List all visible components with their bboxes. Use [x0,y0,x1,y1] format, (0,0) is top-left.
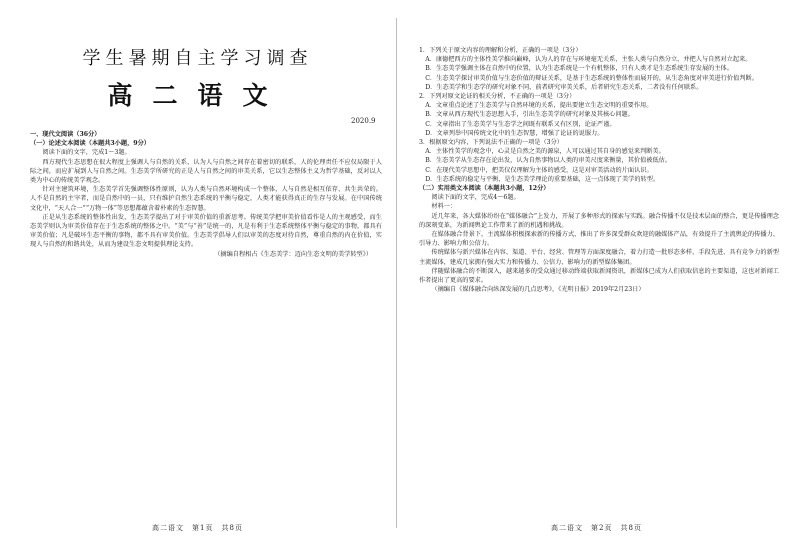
page-divider [396,18,397,528]
option: D．生态系统的稳定与平衡，是生态美学理论的重要基础，这一点体现了美学的转型。 [425,175,660,183]
exam-title: 学生暑期自主学习调查 [82,48,313,69]
paragraph: 西方现代生态思想在很大程度上强调人与自然的关系，认为人与自然之间存在着密切的联系，人的伦理责任不应仅局限于人际之间，而应扩展到人与自然之间。生态美学所研究的正是人与自然之间的审美关系，它以生态整体主义为哲学基础，反对以人类为中心的传统美学观念。 [30,158,382,185]
option: D．生态美学和生态学的研究对象不同，前者研究审美关系，后者研究生态关系，二者没有任何联系。 [425,83,703,91]
subsection-heading: （一）论述文本阅读（本题共3小题，9分） [30,140,150,148]
paragraph: 正是从生态系统的整体性出发，生态美学提出了对于审美价值的重新思考。传统美学把审美价值看作是人的主观感受，而生态美学则认为审美价值存在于生态系统的整体之中。“美”与“善”是统一的，凡是有利于生态系统整体平衡与稳定的事物，都具有审美价值；凡是破坏生态平衡的事物，都不具有审美价值。生态美学倡导人们以审美的态度对待自然，尊重自然的内在价值，实现人与自然的和谐共处，从而为建设生态文明提供理论支持。 [30,213,382,249]
source-citation: （摘编自《媒体融合向纵深发展的几点思考》，《光明日报》2019年2月23日） [431,286,645,294]
option: B．生态美学强调主体在自然中的位置，认为生态系统是一个有机整体，只有人类才是生态系统生存发展的主体。 [425,65,733,73]
paragraph: 传统媒体与新兴媒体在内容、渠道、平台、经营、管理等方面深度融合，着力打造一批形态多样、手段先进、具有竞争力的新型主流媒体，建成几家拥有强大实力和传播力、公信力、影响力的新型媒体集团。 [419,249,779,266]
material-label: 材料一： [431,203,457,211]
question-1: 1．下列关于原文内容的理解和分析，正确的一项是（3分） [419,47,582,54]
option: D．文章列举中国传统文化中的生态智慧，增强了论证的说服力。 [425,129,604,137]
source-citation: （摘编自程相占《生态美学：迈向生态文明的美学转型》） [214,250,372,258]
option: A．康德把西方的主体性美学推向巅峰，认为人的存在与环境毫无关系，主张人类与自然分立，并把人与自然对立起来。 [425,56,752,64]
option: C．文章指出了生态美学与生态学之间既有联系又有区别，论证严谨。 [425,120,616,128]
subject-title: 高二语文 [107,81,288,110]
paragraph: 针对主建筑环境，生态美学首先强调整体性原则，认为人类与自然环境构成一个整体，人与自然是相互依存、共生共荣的。人不是自然的主宰者，而是自然中的一员，只有维护自然生态系统的平衡与稳定，人类才能获得真正的生存与发展。在中国传统文化中，“天人合一”“万物一体”等思想都蕴含着朴素的生态智慧。 [30,186,382,212]
page-footer: 高二语文 第1页 共8页 [152,524,243,532]
page-footer: 高二语文 第2页 共8页 [551,524,642,532]
instruction: 阅读下面的文字，完成1～3题。 [42,149,131,157]
paragraph: 伴随媒体融合的不断深入，越来越多的受众通过移动终端获取新闻资讯，新媒体已成为人们获取信息的主要渠道，这也对新闻工作者提出了更高的要求。 [419,267,779,285]
page-left [0,0,395,550]
option: C．在现代美学思想中，把美仅仅理解为主体的感受，这是对审美活动的片面认识。 [425,166,653,174]
subsection-heading: （二）实用类文本阅读（本题共3小题，12分） [419,185,550,193]
paragraph: 近几年来，各大媒体纷纷在“媒体融合”上发力，开展了多种形式的探索与实践。融合传播不仅是技术层面的整合，更是传播理念的深刻变革，为新闻舆论工作带来了新的机遇和挑战。 [419,212,779,229]
page-right [399,0,794,550]
option: A．文章重点论述了生态美学与自然环境的关系，提出要建立生态文明的重要作用。 [425,102,653,110]
question-3: 3．根据原文内容，下列说法不正确的一项是（3分） [419,139,563,147]
option: B．生态美学从生态存在论出发，认为自然事物以人类的审美尺度来衡量，其价值被低估。 [425,157,672,165]
paragraph: 在媒体融合背景下，主流媒体积极探索新的传播方式，推出了许多深受群众欢迎的融媒体产品，有效提升了主流舆论的传播力、引导力、影响力和公信力。 [419,231,779,248]
instruction: 阅读下面的文字，完成4～6题。 [431,194,520,202]
right-column [419,46,779,294]
option: A．主体性美学的观念中，心灵是自然之美的源泉，人可以通过其自身的感觉来判断美。 [425,148,665,156]
option: C．生态美学探讨审美价值与生态价值的辩证关系，是基于生态系统的整体性而展开的，从生态角度对审美进行价值判断。 [425,74,758,82]
left-column [30,130,382,259]
question-2: 2．下列对原文论证的相关分析，不正确的一项是（3分） [419,93,576,101]
exam-date: 2020.9 [351,117,376,125]
option: B．文章从西方现代生态思想入手，引出生态美学的研究对象及其核心问题。 [425,111,634,119]
section-heading: 一、现代文阅读（36分） [30,131,101,138]
